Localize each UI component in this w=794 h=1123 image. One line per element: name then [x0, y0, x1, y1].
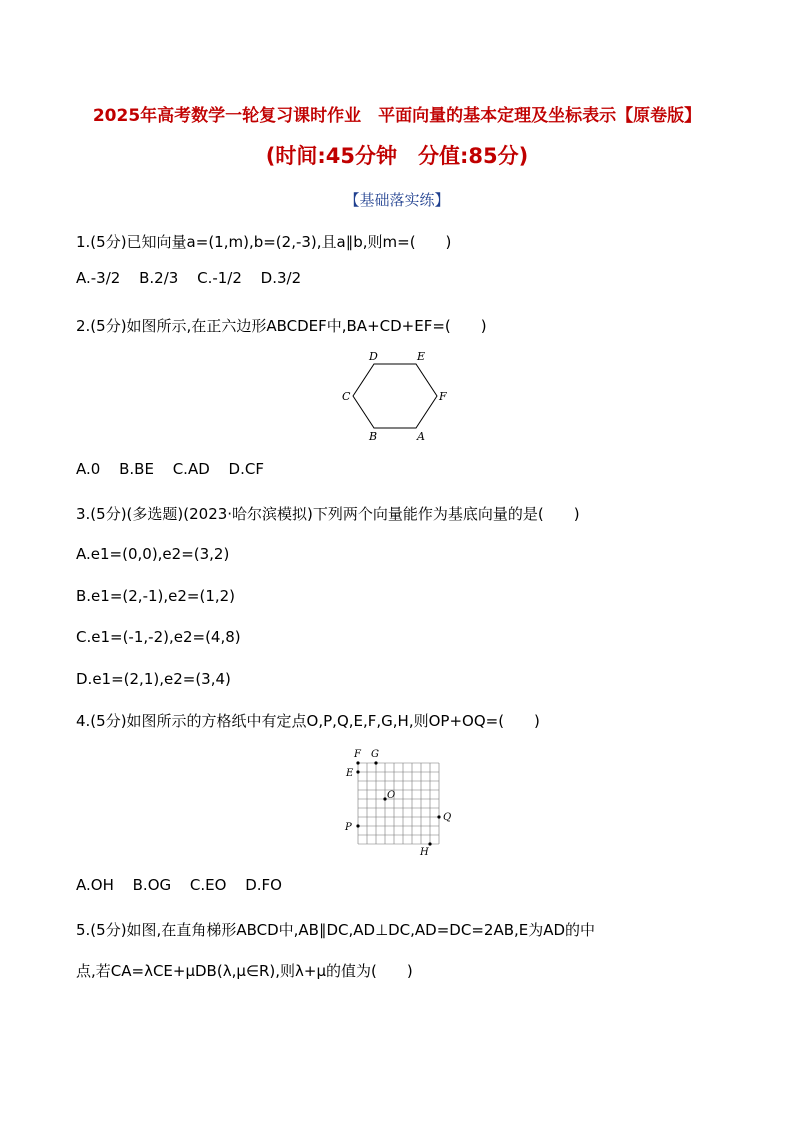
question-1-option-c: C.-1/2 — [197, 269, 242, 287]
question-2-text: 2.(5分)如图所示,在正六边形ABCDEF中,BA+CD+EF=( ) — [76, 317, 487, 335]
hexagon-shape — [353, 364, 437, 428]
question-2-option-b: B.BE — [119, 460, 154, 478]
question-2-option-d: D.CF — [228, 460, 264, 478]
question-2-options — [76, 459, 278, 479]
hexagon-label-f: F — [439, 390, 447, 403]
grid-lines — [358, 763, 439, 844]
question-5-line-1: 5.(5分)如图,在直角梯形ABCD中,AB∥DC,AD⊥DC,AD=DC=2AB,E为AD的中 — [76, 921, 596, 939]
hexagon-figure — [340, 348, 450, 444]
question-4-option-c: C.EO — [189, 876, 227, 894]
grid-label-q: Q — [443, 812, 452, 823]
question-1-option-b: B.2/3 — [139, 269, 179, 287]
grid-label-f: F — [354, 749, 361, 760]
hexagon-label-b: B — [369, 430, 378, 443]
section-heading: 【基础落实练】 — [344, 191, 450, 209]
hexagon-label-e: E — [417, 350, 426, 363]
hexagon-label-c: C — [342, 390, 351, 403]
grid-points — [356, 761, 440, 845]
question-4-text: 4.(5分)如图所示的方格纸中有定点O,P,Q,E,F,G,H,则OP+OQ=( ) — [76, 712, 540, 730]
grid-label-e: E — [346, 768, 354, 779]
grid-label-g: G — [371, 749, 379, 760]
question-5-line-2: 点,若CA=λCE+μDB(λ,μ∈R),则λ+μ的值为( ) — [76, 962, 413, 980]
question-2-option-a: A.0 — [76, 460, 101, 478]
question-4-option-d: D.FO — [245, 876, 282, 894]
question-4-option-b: B.OG — [132, 876, 172, 894]
question-4-options — [76, 875, 296, 895]
question-1-option-a: A.-3/2 — [76, 269, 121, 287]
grid-label-o: O — [387, 790, 396, 801]
question-3-option-c: C.e1=(-1,-2),e2=(4,8) — [76, 628, 241, 646]
question-1-options — [76, 268, 315, 288]
question-3-option-b: B.e1=(2,-1),e2=(1,2) — [76, 587, 236, 605]
question-3-option-a: A.e1=(0,0),e2=(3,2) — [76, 545, 230, 563]
grid-label-h: H — [420, 847, 429, 858]
question-4-option-a: A.OH — [76, 876, 114, 894]
grid-label-p: P — [345, 822, 352, 833]
question-2-option-c: C.AD — [172, 460, 210, 478]
question-3-option-d: D.e1=(2,1),e2=(3,4) — [76, 670, 231, 688]
grid-figure — [340, 745, 460, 860]
page-title: 2025年高考数学一轮复习课时作业 平面向量的基本定理及坐标表示【原卷版】 — [92, 106, 702, 126]
hexagon-label-a: A — [417, 430, 425, 443]
question-1-text: 1.(5分)已知向量a=(1,m),b=(2,-3),且a∥b,则m=( ) — [76, 233, 452, 251]
page-subtitle: (时间:45分钟 分值:85分) — [265, 144, 529, 168]
question-3-text: 3.(5分)(多选题)(2023·哈尔滨模拟)下列两个向量能作为基底向量的是( ) — [76, 505, 580, 523]
question-1-option-d: D.3/2 — [260, 269, 302, 287]
hexagon-label-d: D — [369, 350, 378, 363]
